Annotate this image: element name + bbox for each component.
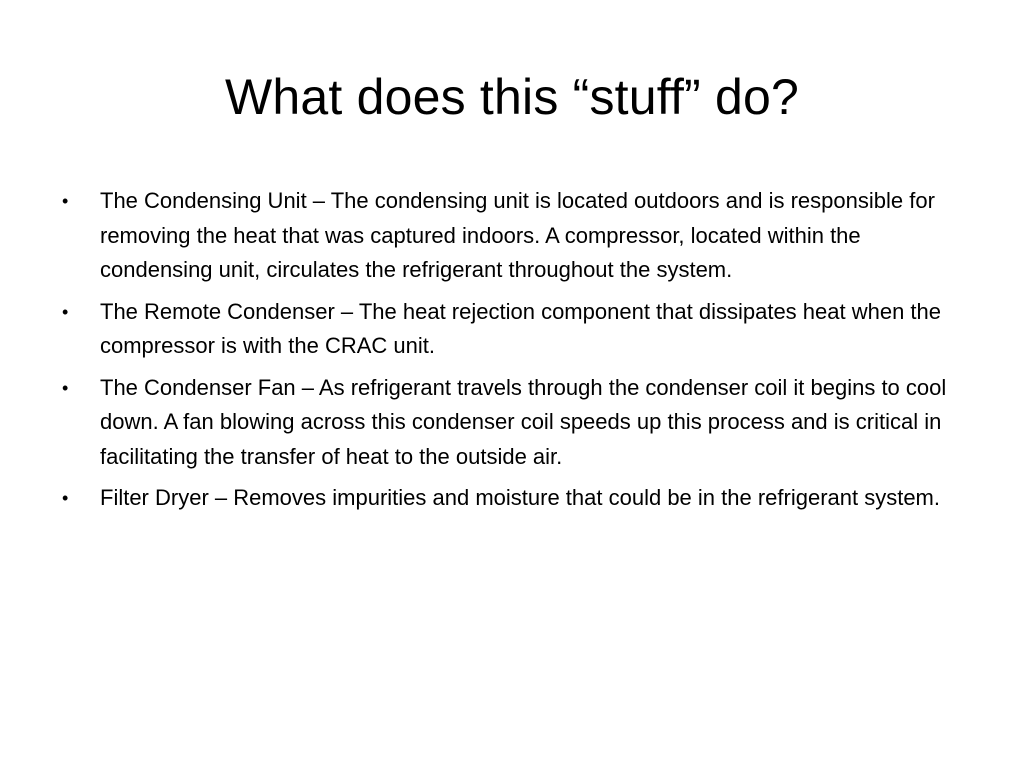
bullet-item-condenser-fan bbox=[60, 371, 960, 475]
bullet-text: The Condenser Fan – As refrigerant travels through the condenser coil it begins to cool down. A fan blowing across this condenser coil speeds up this process and is critical in facilitating the transfer of heat to the outside air. bbox=[100, 374, 947, 469]
slide-title: What does this “stuff” do? bbox=[225, 69, 799, 125]
bullet-icon: • bbox=[62, 377, 69, 398]
bullet-item-condensing-unit bbox=[60, 184, 960, 288]
bullet-icon: • bbox=[62, 301, 69, 322]
bullet-item-remote-condenser bbox=[60, 295, 960, 364]
bullet-list bbox=[60, 184, 960, 523]
bullet-text: The Remote Condenser – The heat rejection component that dissipates heat when the compressor is with the CRAC unit. bbox=[100, 298, 942, 358]
bullet-text: The Condensing Unit – The condensing unit is located outdoors and is responsible for removing the heat that was captured indoors. A compressor, located within the condensing unit, circulates the refrigerant throughout the system. bbox=[100, 188, 935, 282]
bullet-item-filter-dryer bbox=[60, 481, 960, 516]
bullet-icon: • bbox=[62, 191, 69, 211]
bullet-icon: • bbox=[62, 488, 69, 508]
bullet-text: Filter Dryer – Removes impurities and moisture that could be in the refrigerant system. bbox=[100, 485, 940, 510]
